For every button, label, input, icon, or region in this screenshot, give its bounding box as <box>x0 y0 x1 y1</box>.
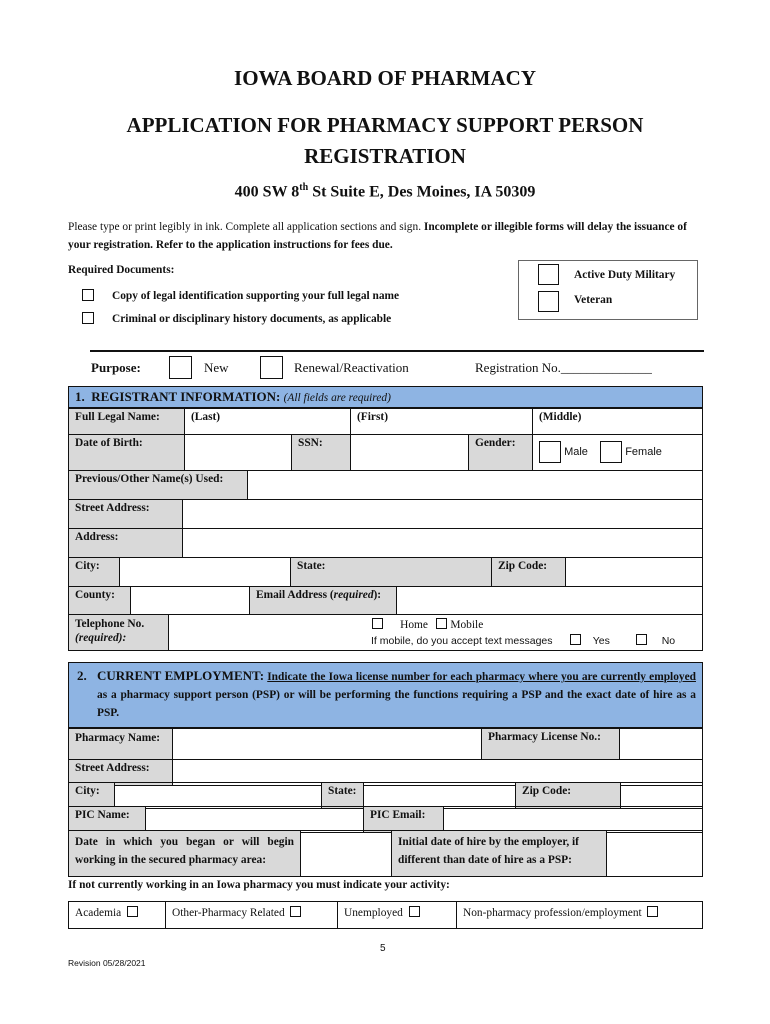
pharmacy-street-label: Street Address: <box>69 760 173 786</box>
text-message-question: If mobile, do you accept text messages <box>371 635 553 647</box>
criminal-history-checkbox[interactable] <box>82 312 94 324</box>
criminal-history-label: Criminal or disciplinary history documents, as applicable <box>112 313 392 325</box>
male-label: Male <box>564 445 588 458</box>
pharmacy-state-input[interactable] <box>364 783 516 809</box>
revision-date: Revision 05/28/2021 <box>68 958 146 968</box>
pharmacy-zip-input[interactable] <box>621 783 703 809</box>
pharmacy-license-input[interactable] <box>620 729 703 760</box>
text-yes-label: Yes <box>592 635 610 647</box>
hire-date-row <box>68 830 703 877</box>
email-input[interactable] <box>397 587 703 615</box>
gender-options <box>533 435 703 471</box>
last-name-input[interactable]: (Last) <box>185 409 351 435</box>
mobile-checkbox[interactable] <box>436 618 447 629</box>
previous-names-label: Previous/Other Name(s) Used: <box>69 471 248 500</box>
home-label: Home <box>400 619 428 631</box>
county-input[interactable] <box>131 587 250 615</box>
registration-number-field[interactable]: Registration No.______________ <box>475 360 652 375</box>
pic-name-input[interactable] <box>146 807 364 833</box>
pharmacy-name-input[interactable] <box>173 729 482 760</box>
academia-checkbox[interactable] <box>127 906 138 917</box>
first-name-input[interactable]: (First) <box>351 409 533 435</box>
dob-label: Date of Birth: <box>69 435 185 471</box>
middle-name-input[interactable]: (Middle) <box>533 409 703 435</box>
pharmacy-city-input[interactable] <box>115 783 322 809</box>
gender-label: Gender: <box>469 435 533 471</box>
pic-row <box>68 806 703 833</box>
address-input[interactable] <box>183 529 703 558</box>
pic-name-label: PIC Name: <box>69 807 146 833</box>
pharmacy-state-label: State: <box>322 783 364 809</box>
pharmacy-name-label: Pharmacy Name: <box>69 729 173 760</box>
zip-input[interactable] <box>566 558 703 587</box>
activity-row <box>68 901 703 929</box>
new-checkbox[interactable] <box>169 356 192 379</box>
purpose-label: Purpose: <box>91 360 141 375</box>
county-email-row <box>68 586 703 615</box>
pharmacy-name-row <box>68 728 703 760</box>
street-address-input[interactable] <box>183 500 703 529</box>
initial-date-input[interactable] <box>607 831 703 877</box>
ssn-input[interactable] <box>351 435 469 471</box>
email-label: Email Address (required): <box>250 587 397 615</box>
telephone-label: Telephone No. (required): <box>69 615 169 651</box>
purpose-divider <box>90 350 704 352</box>
previous-names-input[interactable] <box>248 471 703 500</box>
unemployed-checkbox[interactable] <box>409 906 420 917</box>
city-label: City: <box>69 558 120 587</box>
board-address: 400 SW 8th St Suite E, Des Moines, IA 50309 <box>234 182 536 201</box>
activity-other-pharmacy[interactable]: Other-Pharmacy Related <box>166 902 338 929</box>
active-duty-checkbox[interactable] <box>538 264 559 285</box>
other-pharmacy-checkbox[interactable] <box>290 906 301 917</box>
county-label: County: <box>69 587 131 615</box>
telephone-input[interactable] <box>169 615 703 651</box>
pic-email-label: PIC Email: <box>364 807 444 833</box>
street-address-row <box>68 499 703 529</box>
military-status-box <box>518 260 698 320</box>
initial-date-label: Initial date of hire by the employer, if different than date of hire as a PSP: <box>392 831 607 877</box>
full-legal-name-label: Full Legal Name: <box>69 409 185 435</box>
date-began-label: Date in which you began or will begin working in the secured pharmacy area: <box>69 831 301 877</box>
text-yes-checkbox[interactable] <box>570 634 581 645</box>
pic-email-input[interactable] <box>444 807 703 833</box>
org-title: IOWA BOARD OF PHARMACY <box>234 66 536 90</box>
pharmacy-city-row <box>68 782 703 809</box>
address-label: Address: <box>69 529 183 558</box>
veteran-label: Veteran <box>574 294 613 306</box>
female-checkbox[interactable] <box>600 441 622 463</box>
activity-unemployed[interactable]: Unemployed <box>338 902 457 929</box>
form-title: APPLICATION FOR PHARMACY SUPPORT PERSON REGISTRATION <box>126 113 644 168</box>
required-documents-heading: Required Documents: <box>68 264 175 276</box>
male-checkbox[interactable] <box>539 441 561 463</box>
text-no-checkbox[interactable] <box>636 634 647 645</box>
ssn-label: SSN: <box>292 435 351 471</box>
telephone-row <box>68 614 703 651</box>
veteran-checkbox[interactable] <box>538 291 559 312</box>
street-address-label: Street Address: <box>69 500 183 529</box>
non-pharmacy-checkbox[interactable] <box>647 906 658 917</box>
dob-row <box>68 434 703 471</box>
pharmacy-zip-label: Zip Code: <box>516 783 621 809</box>
mobile-label: Mobile <box>450 619 484 631</box>
city-state-zip-row <box>68 557 703 587</box>
zip-label: Zip Code: <box>492 558 566 587</box>
text-no-label: No <box>661 635 676 647</box>
instructions: Please type or print legibly in ink. Complete all application sections and sign. Incomplete or illegible forms will delay the issuance of your registration. Refer to the application instructions for fees due. <box>68 221 687 251</box>
date-began-input[interactable] <box>301 831 392 877</box>
activity-non-pharmacy[interactable]: Non-pharmacy profession/employment <box>457 902 703 929</box>
activity-heading: If not currently working in an Iowa pharmacy you must indicate your activity: <box>68 879 450 891</box>
address-row <box>68 528 703 558</box>
home-checkbox[interactable] <box>372 618 383 629</box>
section1-header: 1. REGISTRANT INFORMATION: (All fields are required) <box>68 386 703 408</box>
pharmacy-license-label: Pharmacy License No.: <box>482 729 620 760</box>
previous-names-row <box>68 470 703 500</box>
pharmacy-city-label: City: <box>69 783 115 809</box>
section2-header: 2. CURRENT EMPLOYMENT: Indicate the Iowa license number for each pharmacy where you are currently employed as a pharmacy support person (PSP) or will be performing the functions requiring a PSP and the exact date of hire as a PSP. <box>68 662 703 728</box>
renewal-checkbox[interactable] <box>260 356 283 379</box>
legal-id-label: Copy of legal identification supporting your full legal name <box>112 290 400 302</box>
full-name-row <box>68 408 703 435</box>
renewal-label: Renewal/Reactivation <box>294 360 409 375</box>
dob-input[interactable] <box>185 435 292 471</box>
new-label: New <box>204 360 229 375</box>
state-label: State: <box>291 558 492 587</box>
activity-academia[interactable]: Academia <box>69 902 166 929</box>
city-input[interactable] <box>120 558 291 587</box>
page-number: 5 <box>380 943 386 954</box>
legal-id-checkbox[interactable] <box>82 289 94 301</box>
active-duty-label: Active Duty Military <box>574 269 676 281</box>
female-label: Female <box>625 445 662 458</box>
